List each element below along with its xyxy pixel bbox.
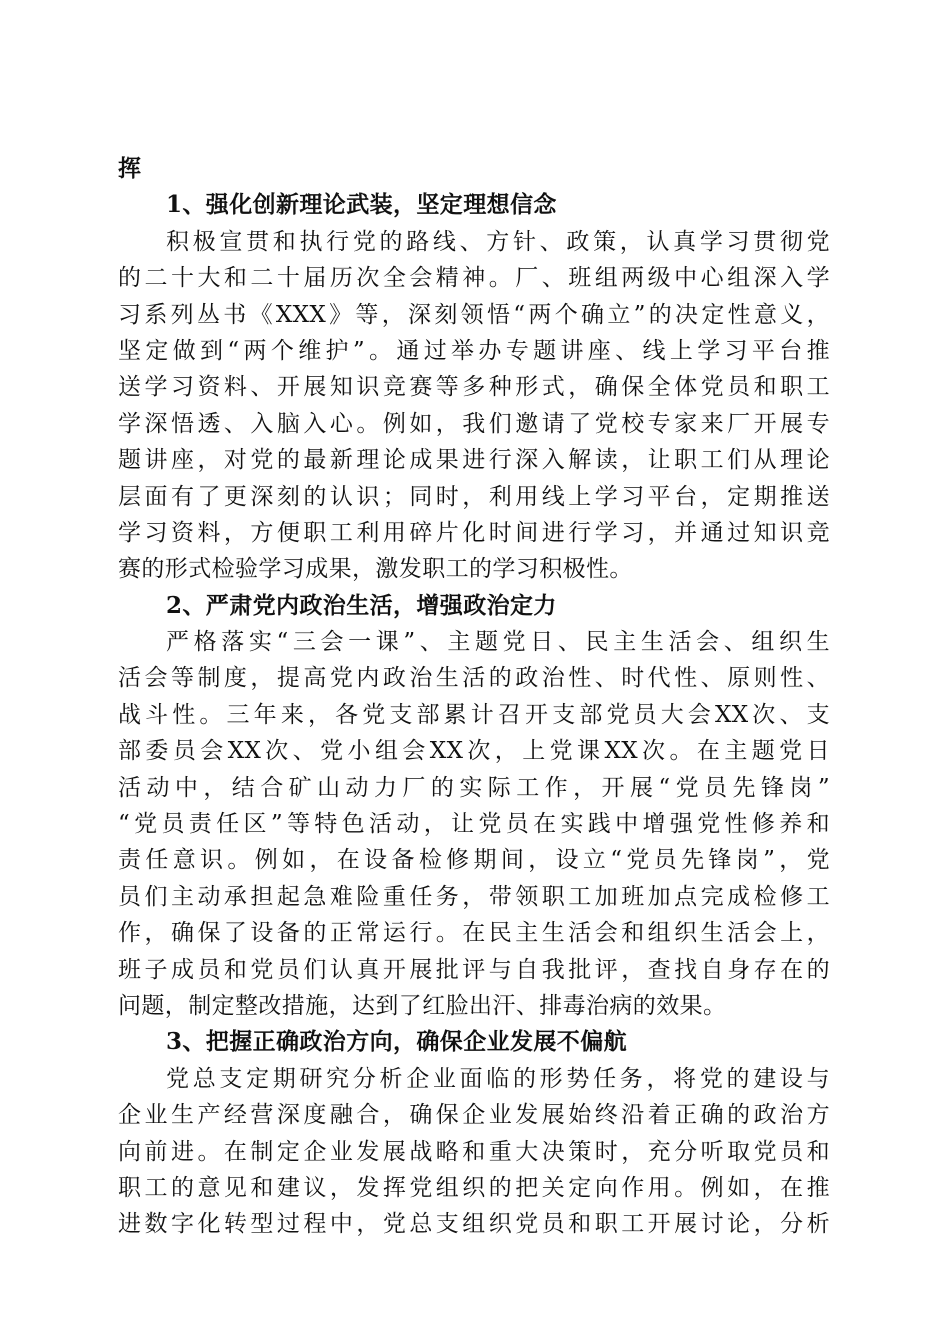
paragraph-line: 活动中，结合矿山动力厂的实际工作，开展“党员先锋岗” (118, 774, 830, 801)
paragraph-line: 党总支定期研究分析企业面临的形势任务，将党的建设与 (166, 1065, 830, 1092)
paragraph-line: 责任意识。例如，在设备检修期间，设立“党员先锋岗”，党 (118, 847, 830, 874)
paragraph-line: 企业生产经营深度融合，确保企业发展始终沿着正确的政治方 (118, 1102, 830, 1129)
paragraph-line: 向前进。在制定企业发展战略和重大决策时，充分听取党员和 (118, 1138, 830, 1165)
continued-heading-fragment: 挥 (118, 155, 142, 182)
paragraph-line: 职工的意见和建议，发挥党组织的把关定向作用。例如，在推 (118, 1174, 830, 1201)
paragraph-line: 战斗性。三年来，各党支部累计召开支部党员大会XX次、支 (118, 701, 830, 728)
paragraph-line: 题讲座，对党的最新理论成果进行深入解读，让职工们从理论 (118, 447, 830, 474)
document-body (118, 151, 830, 1243)
paragraph-line: 问题，制定整改措施，达到了红脸出汗、排毒治病的效果。 (118, 992, 727, 1019)
paragraph-line: 班子成员和党员们认真开展批评与自我批评，查找自身存在的 (118, 956, 830, 983)
paragraph-line: 赛的形式检验学习成果，激发职工的学习积极性。 (118, 556, 633, 583)
section-heading-1: 1、强化创新理论武装，坚定理想信念 (166, 191, 557, 219)
paragraph-line: 习系列丛书《XXX》等，深刻领悟“两个确立”的决定性意义， (118, 301, 830, 328)
paragraph-line: 进数字化转型过程中，党总支组织党员和职工开展讨论，分析 (118, 1211, 830, 1238)
paragraph-line: 送学习资料、开展知识竞赛等多种形式，确保全体党员和职工 (118, 374, 830, 401)
paragraph-line: 学深悟透、入脑入心。例如，我们邀请了党校专家来厂开展专 (118, 410, 830, 437)
paragraph-line: 层面有了更深刻的认识；同时，利用线上学习平台，定期推送 (118, 483, 830, 510)
paragraph-line: 员们主动承担起急难险重任务，带领职工加班加点完成检修工 (118, 883, 830, 910)
paragraph-line: 部委员会XX次、党小组会XX次，上党课XX次。在主题党日 (118, 738, 830, 765)
paragraph-line: “党员责任区”等特色活动，让党员在实践中增强党性修养和 (118, 811, 830, 838)
paragraph-line: 的二十大和二十届历次全会精神。厂、班组两级中心组深入学 (118, 265, 830, 292)
paragraph-line: 严格落实“三会一课”、主题党日、民主生活会、组织生 (166, 629, 830, 656)
paragraph-line: 坚定做到“两个维护”。通过举办专题讲座、线上学习平台推 (118, 337, 830, 364)
paragraph-line: 作，确保了设备的正常运行。在民主生活会和组织生活会上， (118, 920, 830, 947)
paragraph-line: 学习资料，方便职工利用碎片化时间进行学习，并通过知识竞 (118, 519, 830, 546)
paragraph-line: 活会等制度，提高党内政治生活的政治性、时代性、原则性、 (118, 665, 830, 692)
section-heading-3: 3、把握正确政治方向，确保企业发展不偏航 (166, 1028, 628, 1056)
section-heading-2: 2、严肃党内政治生活，增强政治定力 (166, 591, 557, 619)
paragraph-line: 积极宣贯和执行党的路线、方针、政策，认真学习贯彻党 (166, 228, 830, 255)
